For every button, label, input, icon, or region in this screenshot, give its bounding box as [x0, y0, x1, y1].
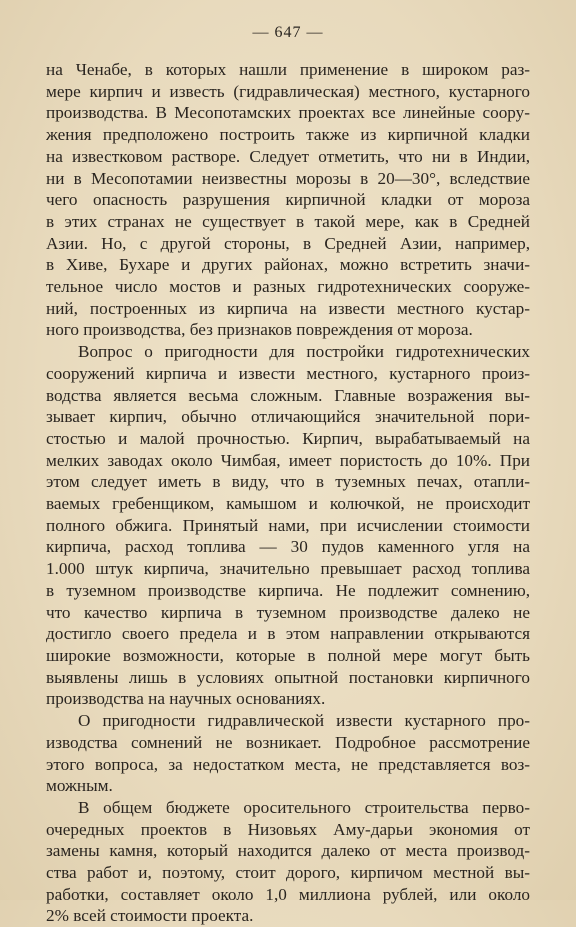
paragraph: [46, 797, 530, 927]
paragraph: [46, 341, 530, 710]
text-line: 2% всей стоимости проекта.: [46, 906, 254, 926]
text-line: Вопрос о пригодности для постройки гидротехнических: [78, 342, 530, 362]
text-line: тельное число мостов и разных гидротехнических сооруже-: [46, 277, 530, 297]
text-line: чего опасность разрушения кирпичной кладки от мороза: [46, 190, 530, 210]
paragraph: [46, 59, 530, 341]
text-line: водства является весьма сложным. Главные возражения вы-: [46, 385, 530, 405]
text-line: в этих странах не существует в такой мере, как в Средней: [46, 211, 530, 231]
text-line: на Ченабе, в которых нашли применение в широком раз-: [46, 60, 530, 79]
text-line: достигло своего предела и в этом направлении открываются: [46, 624, 530, 644]
text-line: В общем бюджете оросительного строительства перво-: [78, 797, 530, 817]
text-line: ства работ и, поэтому, стоит дорого, кирпичом местной вы-: [46, 863, 530, 883]
text-line: кирпича, расход топлива — 30 пудов каменного угля на: [46, 537, 530, 557]
text-line: сооружений кирпича и извести местного, кустарного произ-: [46, 363, 530, 383]
text-line: мере кирпич и известь (гидравлическая) местного, кустарного: [46, 81, 530, 101]
text-line: ний, построенных из кирпича на извести местного кустар-: [46, 298, 530, 318]
text-line: производства. В Месопотамских проектах все линейные соору-: [46, 103, 530, 123]
text-line: мелких заводах около Чимбая, имеет пористость до 10%. При: [46, 450, 530, 470]
text-line: ни в Месопотамии неизвестны морозы в 20—30°, вследствие: [46, 168, 530, 188]
text-line: полного обжига. Принятый нами, при исчислении стоимости: [46, 515, 530, 535]
text-line: производства на научных основаниях.: [46, 689, 326, 709]
text-line: изводства сомнений не возникает. Подробное рассмотрение: [46, 732, 530, 752]
text-line: в Хиве, Бухаре и других районах, можно встретить значи-: [46, 255, 530, 275]
text-line: очередных проектов в Низовьях Аму-дарьи экономия от: [46, 819, 530, 839]
text-line: выявлены лишь в условиях опытной постановки кирпичного: [46, 667, 530, 687]
text-line: ваемых гребенщиком, камышом и колючкой, не происходит: [46, 494, 530, 514]
text-line: зывает кирпич, обычно отличающийся значительной пори-: [46, 407, 530, 427]
paragraph: [46, 710, 530, 797]
text-line: жения предположено построить также из кирпичной кладки: [46, 125, 530, 145]
text-line: замены камня, который находится далеко от места производ-: [46, 841, 530, 861]
text-line: на известковом растворе. Следует отметить, что ни в Индии,: [46, 146, 530, 166]
text-line: этом следует иметь в виду, что в туземных печах, отапли-: [46, 472, 530, 492]
text-line: в туземном производстве кирпича. Не подлежит сомнению,: [46, 580, 530, 600]
text-line: Азии. Но, с другой стороны, в Средней Азии, например,: [46, 233, 530, 253]
text-line: широкие возможности, которые в полной мере могут быть: [46, 645, 530, 665]
text-line: работки, составляет около 1,0 миллиона рублей, или около: [46, 884, 530, 904]
body-text: [46, 59, 530, 927]
text-line: 1.000 штук кирпича, значительно превышает расход топлива: [46, 559, 530, 579]
page-number: — 647 —: [252, 24, 324, 41]
text-line: ного производства, без признаков повреждения от мороза.: [46, 320, 473, 340]
text-line: что качество кирпича в туземном производстве далеко не: [46, 602, 530, 622]
text-line: этого вопроса, за недостатком места, не представляется воз-: [46, 754, 530, 774]
text-line: стостью и малой прочностью. Кирпич, вырабатываемый на: [46, 428, 530, 448]
text-line: можным.: [46, 776, 113, 796]
text-line: О пригодности гидравлической извести кустарного про-: [78, 711, 530, 731]
